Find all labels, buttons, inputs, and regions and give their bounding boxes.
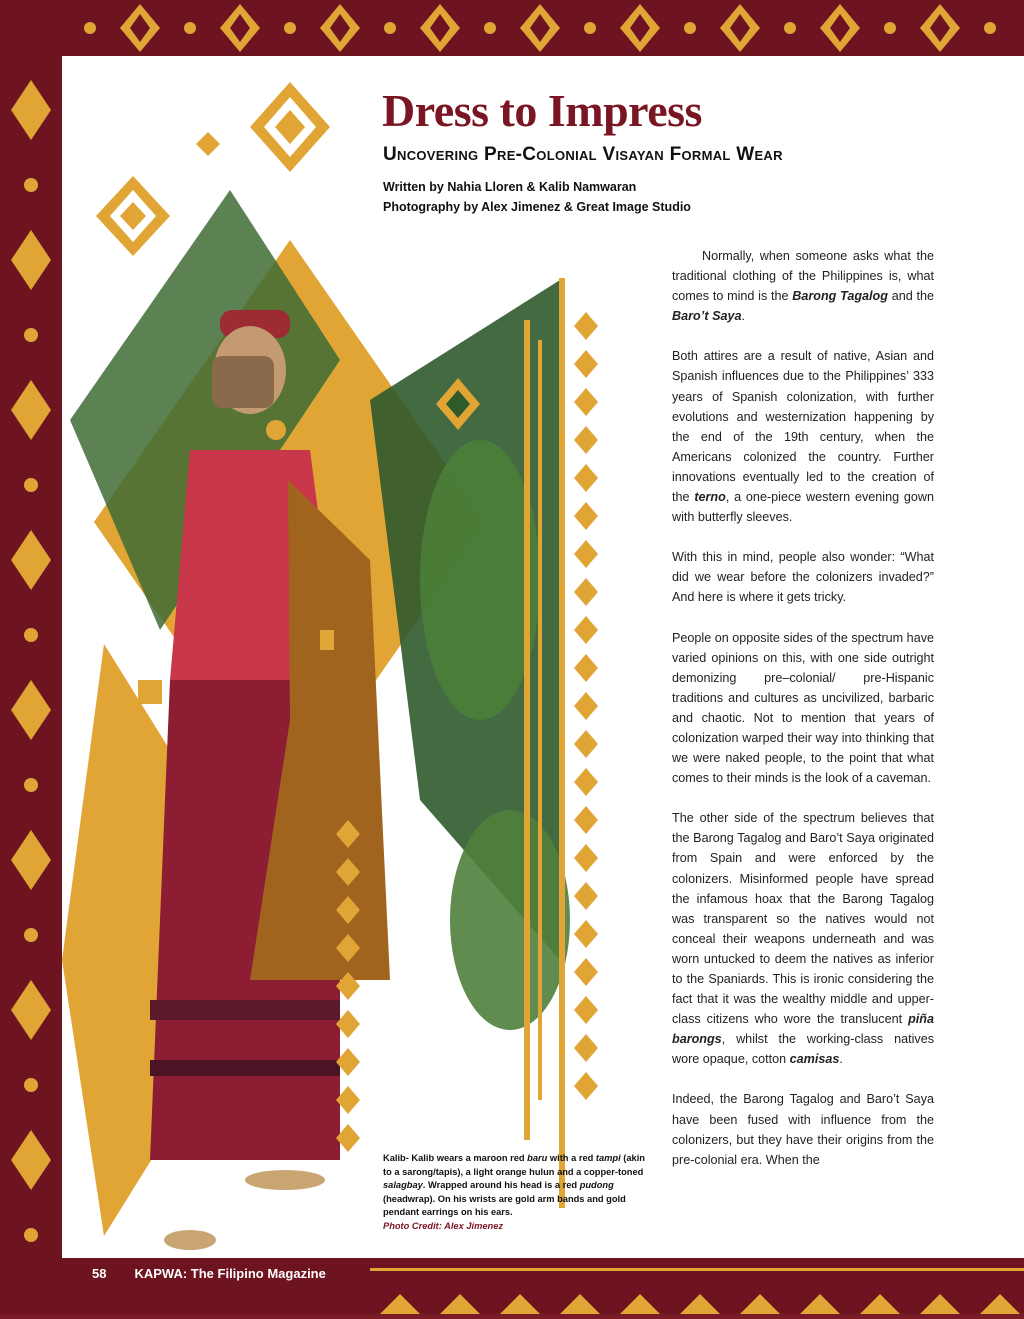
border-top-pattern	[0, 0, 1024, 56]
paragraph-6: Indeed, the Barong Tagalog and Baro’t Saya have been fused with influence from the colonizers, but they have their origins from the pre-colonial era. When the	[672, 1092, 934, 1167]
diamond-chain-right	[574, 312, 598, 1100]
photo-caption: Kalib- Kalib wears a maroon red baru with a red tampi (akin to a sarong/tapis), a light orange hulun and a copper-toned salagbay. Wrapped around his head is a red pudong (headwrap). On his wrists are gold arm bands and gold pendant earrings on his ears. Photo Credit: Alex Jimenez	[383, 1153, 645, 1231]
diamond-chain-center	[336, 820, 360, 1152]
photography-credit: Photography by Alex Jimenez & Great Image Studio	[383, 200, 691, 214]
paragraph-2: Both attires are a result of native, Asian and Spanish influences due to the Philippines’ 333 years of Spanish colonization, with further evolutions and westernization happening by the end of the 19th century, when the Americans colonized the country. Further innovations eventually led to the creation of the terno, a one-piece western evening gown with butterfly sleeves.	[672, 349, 934, 525]
page-footer	[92, 1266, 354, 1281]
magazine-name: KAPWA: The Filipino Magazine	[134, 1266, 326, 1281]
author-credit: Written by Nahia Lloren & Kalib Namwaran	[383, 180, 637, 194]
article-body	[672, 246, 934, 1190]
paragraph-4: People on opposite sides of the spectrum have varied opinions on this, with one side outright demonizing pre–colonial/ pre-Hispanic traditions and cultures as uncivilized, barbaric and chaotic. Not to mention that years of colonization warped their way into thinking that we were naked people, to the point that what comes to their minds is the look of a caveman.	[672, 630, 934, 786]
photo-composition	[40, 160, 660, 1270]
page-number: 58	[92, 1266, 107, 1281]
paragraph-5: The other side of the spectrum believes that the Barong Tagalog and Baro’t Saya originated from Spain and were enforced by the colonizers. Misinformed people have spread the infamous hoax that the Barong Tagalog was transparent so the natives would not conceal their weapons underneath and was worn untucked to deem the natives as inferior to the Spaniards. This is ironic considering the fact that it was the wealthy middle and upper-class citizens who wore the translucent piña barongs, whilst the working-class natives wore opaque, cotton camisas.	[672, 811, 934, 1067]
photo-credit: Photo Credit: Alex Jimenez	[383, 1220, 504, 1231]
border-top-motif	[0, 0, 1024, 56]
decorative-motif-top	[190, 72, 340, 192]
paragraph-3: With this in mind, people also wonder: “What did we wear before the colonizers invaded?” And here is where it gets tricky.	[672, 550, 934, 605]
article-title: Dress to Impress	[382, 85, 702, 136]
article-subtitle: Uncovering Pre-Colonial Visayan Formal Wear	[383, 144, 783, 165]
decorative-motif-left	[88, 168, 178, 268]
paragraph-1: Normally, when someone asks what the traditional clothing of the Philippines is, what comes to mind is the Barong Tagalog and the Baro’t Saya.	[672, 249, 934, 324]
